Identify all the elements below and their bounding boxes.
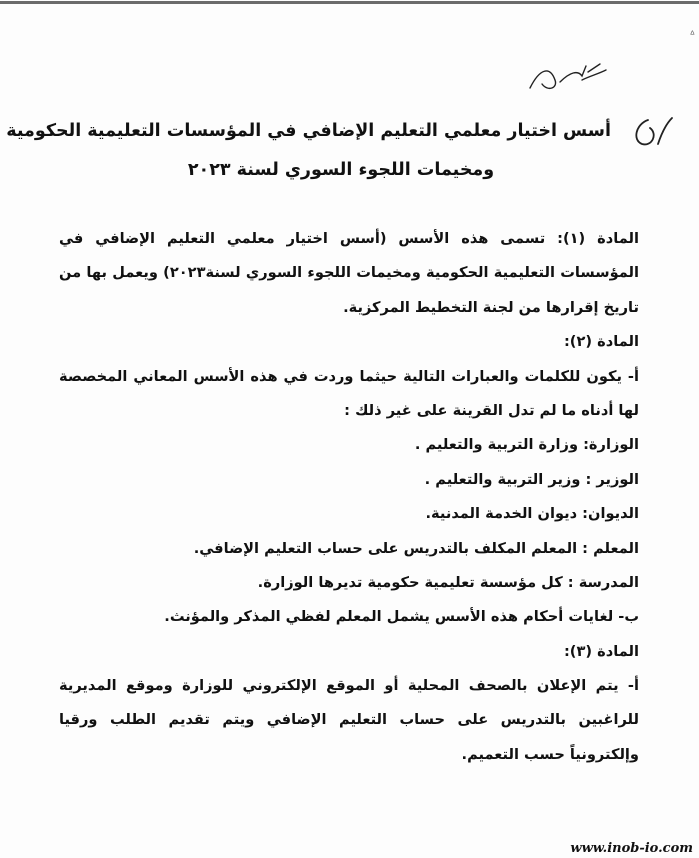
article-heading: المادة (٢): bbox=[563, 333, 639, 351]
handwritten-signature bbox=[520, 58, 610, 98]
document-title bbox=[6, 112, 611, 190]
document-body bbox=[59, 222, 639, 772]
page-top-border bbox=[0, 1, 699, 4]
body-line: ب- لغايات أحكام هذه الأسس يشمل المعلم لفظي المذكر والمؤنث. bbox=[164, 608, 639, 626]
body-line: المؤسسات التعليمية الحكومية ومخيمات اللجوء السوري لسنة٢٠٢٣) ويعمل بها من bbox=[59, 264, 639, 282]
body-line: المادة (١): تسمى هذه الأسس (أسس اختيار معلمي التعليم الإضافي في bbox=[59, 230, 639, 247]
title-line-1: أسس اختيار معلمي التعليم الإضافي في المؤسسات التعليمية الحكومية bbox=[6, 121, 611, 141]
definition-line: المعلم : المعلم المكلف بالتدريس على حساب التعليم الإضافي. bbox=[193, 539, 639, 557]
definition-line: المدرسة : كل مؤسسة تعليمية حكومية تديرها الوزارة. bbox=[257, 573, 639, 591]
body-line: لها أدناه ما لم تدل القرينة على غير ذلك : bbox=[344, 401, 639, 419]
body-line: وإلكترونياً حسب التعميم. bbox=[461, 745, 639, 763]
title-line-2: ومخيمات اللجوء السوري لسنة ٢٠٢٣ bbox=[187, 160, 495, 180]
body-line: للراغبين بالتدريس على حساب التعليم الإضافي ويتم تقديم الطلب ورقيا bbox=[59, 711, 639, 729]
handwritten-number-mark bbox=[628, 114, 676, 150]
definition-line: الديوان: ديوان الخدمة المدنية. bbox=[425, 505, 639, 523]
body-line: تاريخ إقرارها من لجنة التخطيط المركزية. bbox=[343, 298, 639, 316]
footer-url: www.inob-io.com bbox=[570, 841, 693, 856]
article-heading: المادة (٣): bbox=[563, 642, 639, 660]
corner-mark: ᐞ bbox=[689, 30, 695, 41]
definition-line: الوزارة: وزارة التربية والتعليم . bbox=[414, 436, 639, 454]
definition-line: الوزير : وزير التربية والتعليم . bbox=[424, 470, 639, 488]
body-line: أ- يكون للكلمات والعبارات التالية حيثما وردت في هذه الأسس المعاني المخصصة bbox=[59, 367, 639, 385]
body-line: أ- يتم الإعلان بالصحف المحلية أو الموقع الإلكتروني للوزارة وموقع المديرية bbox=[59, 677, 639, 695]
